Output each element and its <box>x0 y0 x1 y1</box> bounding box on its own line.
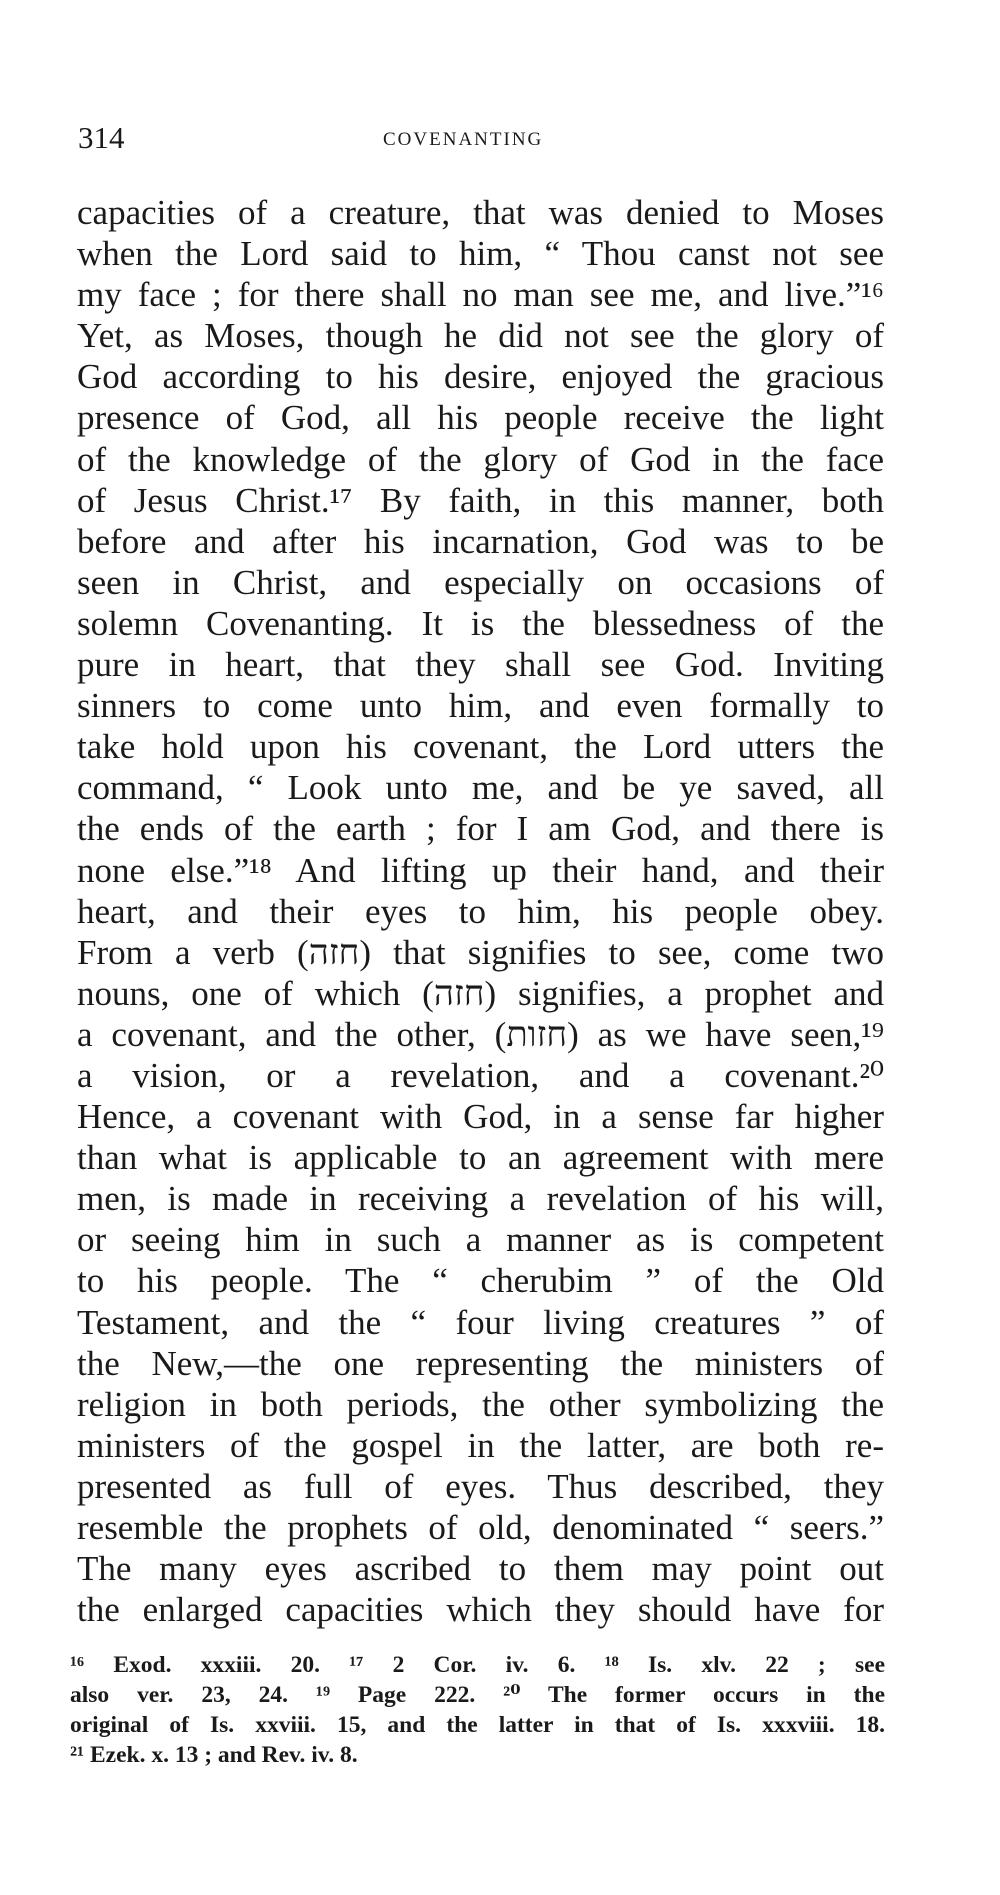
text-line: heart, and their eyes to him, his people obey. <box>77 891 884 931</box>
footnote-line: original of Is. xxviii. 15, and the latter in that of Is. xxxviii. 18. <box>70 1712 885 1738</box>
footnote-line: ²¹ Ezek. x. 13 ; and Rev. iv. 8. <box>70 1742 358 1768</box>
text-line: a vision, or a revelation, and a covenant.²⁰ <box>77 1055 884 1095</box>
footnote-line: ¹⁶ Exod. xxxiii. 20. ¹⁷ 2 Cor. iv. 6. ¹⁸ Is. xlv. 22 ; see <box>70 1652 885 1678</box>
text-line: God according to his desire, enjoyed the gracious <box>77 357 884 397</box>
text-line: Hence, a covenant with God, in a sense far higher <box>77 1097 884 1137</box>
text-line: of Jesus Christ.¹⁷ By faith, in this manner, both <box>77 480 884 520</box>
footnote-line: also ver. 23, 24. ¹⁹ Page 222. ²⁰ The former occurs in the <box>70 1682 885 1708</box>
text-line: before and after his incarnation, God was to be <box>77 521 884 561</box>
body-text <box>77 192 884 1630</box>
text-line: religion in both periods, the other symbolizing the <box>77 1384 884 1424</box>
text-line: ministers of the gospel in the latter, are both re- <box>77 1425 884 1465</box>
text-line: presented as full of eyes. Thus described, they <box>77 1466 884 1506</box>
text-line: of the knowledge of the glory of God in the face <box>77 439 884 479</box>
text-line: pure in heart, that they shall see God. Inviting <box>77 645 884 685</box>
text-line: resemble the prophets of old, denominated “ seers.” <box>77 1508 884 1547</box>
text-line: capacities of a creature, that was denied to Moses <box>77 193 884 232</box>
text-line: Testament, and the “ four living creatures ” of <box>77 1302 884 1342</box>
text-line: a covenant, and the other, (חזות) as we have seen,¹⁹ <box>77 1014 885 1054</box>
text-line: when the Lord said to him, “ Thou canst not see <box>77 234 884 274</box>
text-line: to his people. The “ cherubim ” of the Old <box>77 1261 884 1301</box>
text-line: the ends of the earth ; for I am God, and there is <box>77 809 884 849</box>
running-head: COVENANTING <box>383 129 544 150</box>
text-line: than what is applicable to an agreement with mere <box>77 1138 884 1178</box>
text-line: sinners to come unto him, and even formally to <box>77 686 884 726</box>
text-line: none else.”¹⁸ And lifting up their hand, and their <box>77 850 884 890</box>
text-line: presence of God, all his people receive the light <box>77 398 884 438</box>
text-line: my face ; for there shall no man see me, and live.”¹⁶ <box>77 275 884 315</box>
text-line: or seeing him in such a manner as is competent <box>77 1220 884 1260</box>
text-line: the New,—the one representing the ministers of <box>77 1343 884 1383</box>
footnotes <box>70 1650 885 1770</box>
text-line: seen in Christ, and especially on occasions of <box>77 562 884 602</box>
text-line: command, “ Look unto me, and be ye saved, all <box>77 768 884 808</box>
text-line: take hold upon his covenant, the Lord utters the <box>77 727 884 767</box>
text-line: solemn Covenanting. It is the blessedness of the <box>77 603 884 643</box>
text-line: nouns, one of which (חזה) signifies, a prophet and <box>77 973 884 1013</box>
page-number: 314 <box>78 120 125 155</box>
text-line: men, is made in receiving a revelation of his will, <box>77 1179 884 1219</box>
text-line: The many eyes ascribed to them may point out <box>77 1549 884 1589</box>
text-line: From a verb (חזה) that signifies to see, come two <box>77 932 884 972</box>
text-line: the enlarged capacities which they should have for <box>77 1590 884 1630</box>
page-header <box>78 118 878 158</box>
text-line: Yet, as Moses, though he did not see the glory of <box>77 316 884 356</box>
